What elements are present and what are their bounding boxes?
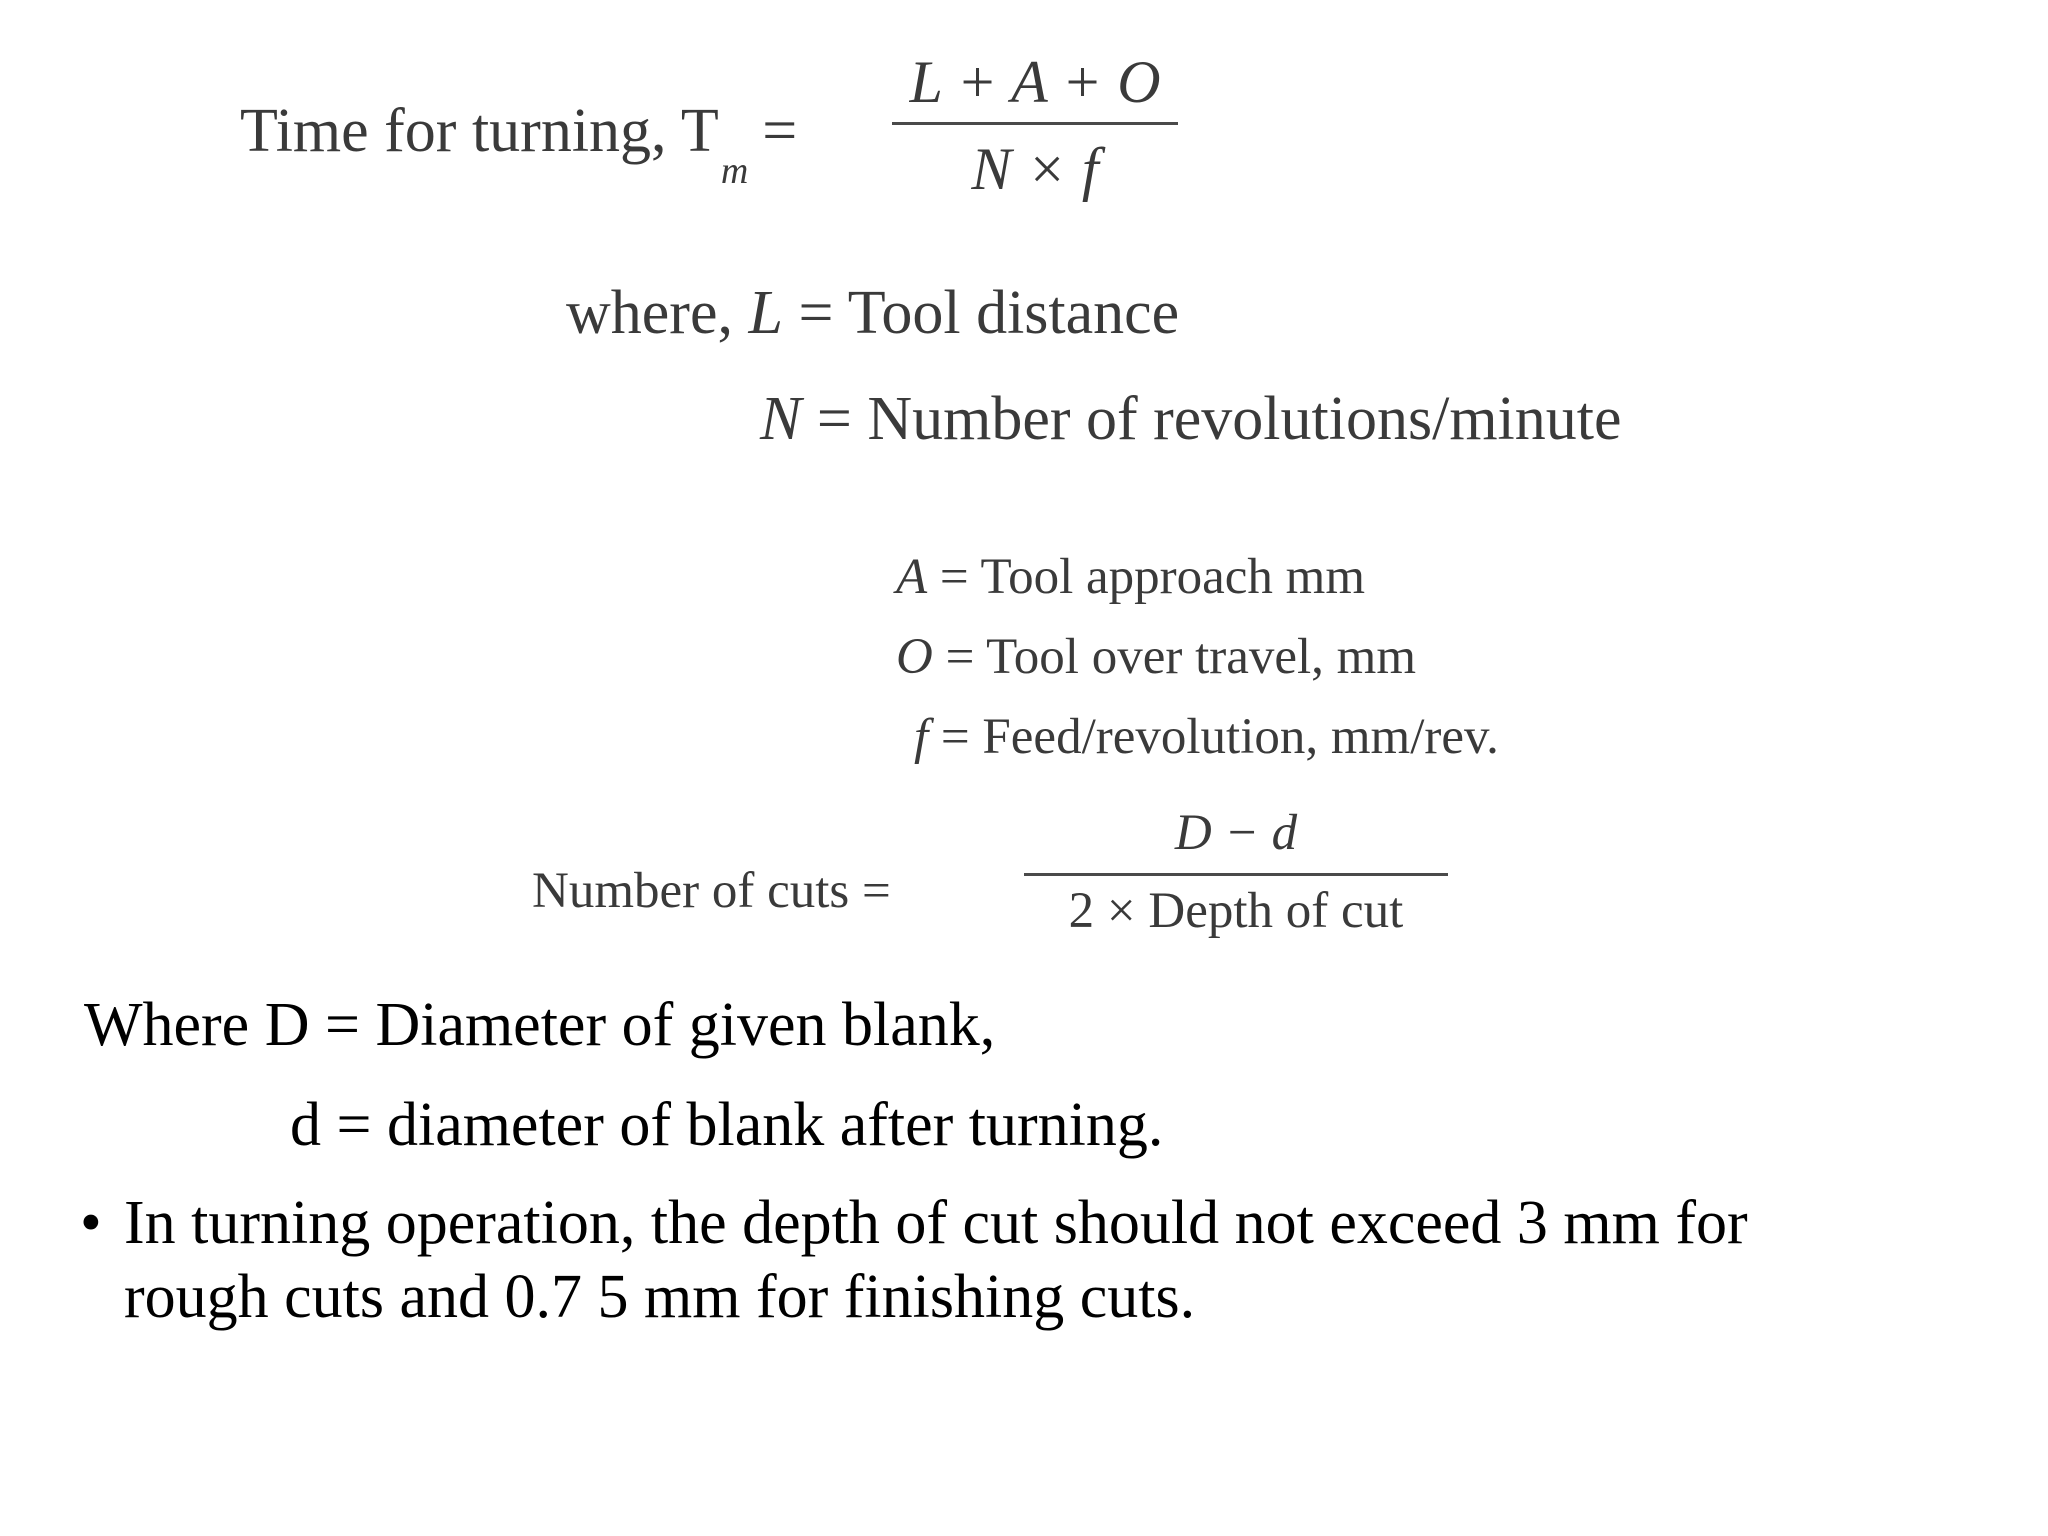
definition-f <box>914 708 1499 766</box>
turning-time-denominator: N × f <box>971 136 1099 202</box>
turning-time-numerator: L + A + O <box>909 49 1161 115</box>
definition-a <box>896 548 1365 606</box>
bullet-line-2: rough cuts and 0.7 5 mm for finishing cuts. <box>124 1263 1196 1331</box>
number-of-cuts-fraction <box>1024 805 1448 939</box>
number-of-cuts-lhs: Number of cuts = <box>532 863 891 919</box>
bullet-depth-of-cut <box>80 1186 1980 1334</box>
definition-o <box>896 628 1416 686</box>
turning-time-fraction-bar <box>892 122 1178 125</box>
definition-l <box>566 278 1179 349</box>
definition-f-var: f <box>914 709 929 765</box>
definition-a-var: A <box>896 549 928 605</box>
definition-o-var: O <box>896 629 933 685</box>
definition-n-var: N <box>760 385 802 453</box>
where-diameter-line: Where D = Diameter of given blank, <box>84 991 996 1059</box>
where-small-diameter-line: d = diameter of blank after turning. <box>290 1091 1164 1159</box>
number-of-cuts-denominator: 2 × Depth of cut <box>1068 883 1404 939</box>
turning-time-formula-lhs <box>240 96 798 192</box>
definition-f-text: = Feed/revolution, mm/rev. <box>928 709 1499 765</box>
number-of-cuts-numerator: D − d <box>1174 805 1298 861</box>
turning-time-subscript: m <box>720 150 749 192</box>
definition-o-text: = Tool over travel, mm <box>932 629 1416 685</box>
turning-time-label: Time for turning, T <box>240 97 719 165</box>
bullet-symbol: • <box>80 1189 102 1257</box>
definition-l-var: L <box>748 279 783 347</box>
definition-a-text: = Tool approach mm <box>927 549 1365 605</box>
definition-n-text: = Number of revolutions/minute <box>801 385 1622 453</box>
definition-l-text: = Tool distance <box>782 279 1180 347</box>
definition-n <box>760 384 1622 455</box>
number-of-cuts-fraction-bar <box>1024 873 1448 876</box>
turning-time-fraction <box>892 44 1178 202</box>
turning-time-equals: = <box>762 97 798 165</box>
bullet-line-1: In turning operation, the depth of cut should not exceed 3 mm for <box>124 1189 1748 1257</box>
definition-l-prefix: where, <box>566 279 749 347</box>
